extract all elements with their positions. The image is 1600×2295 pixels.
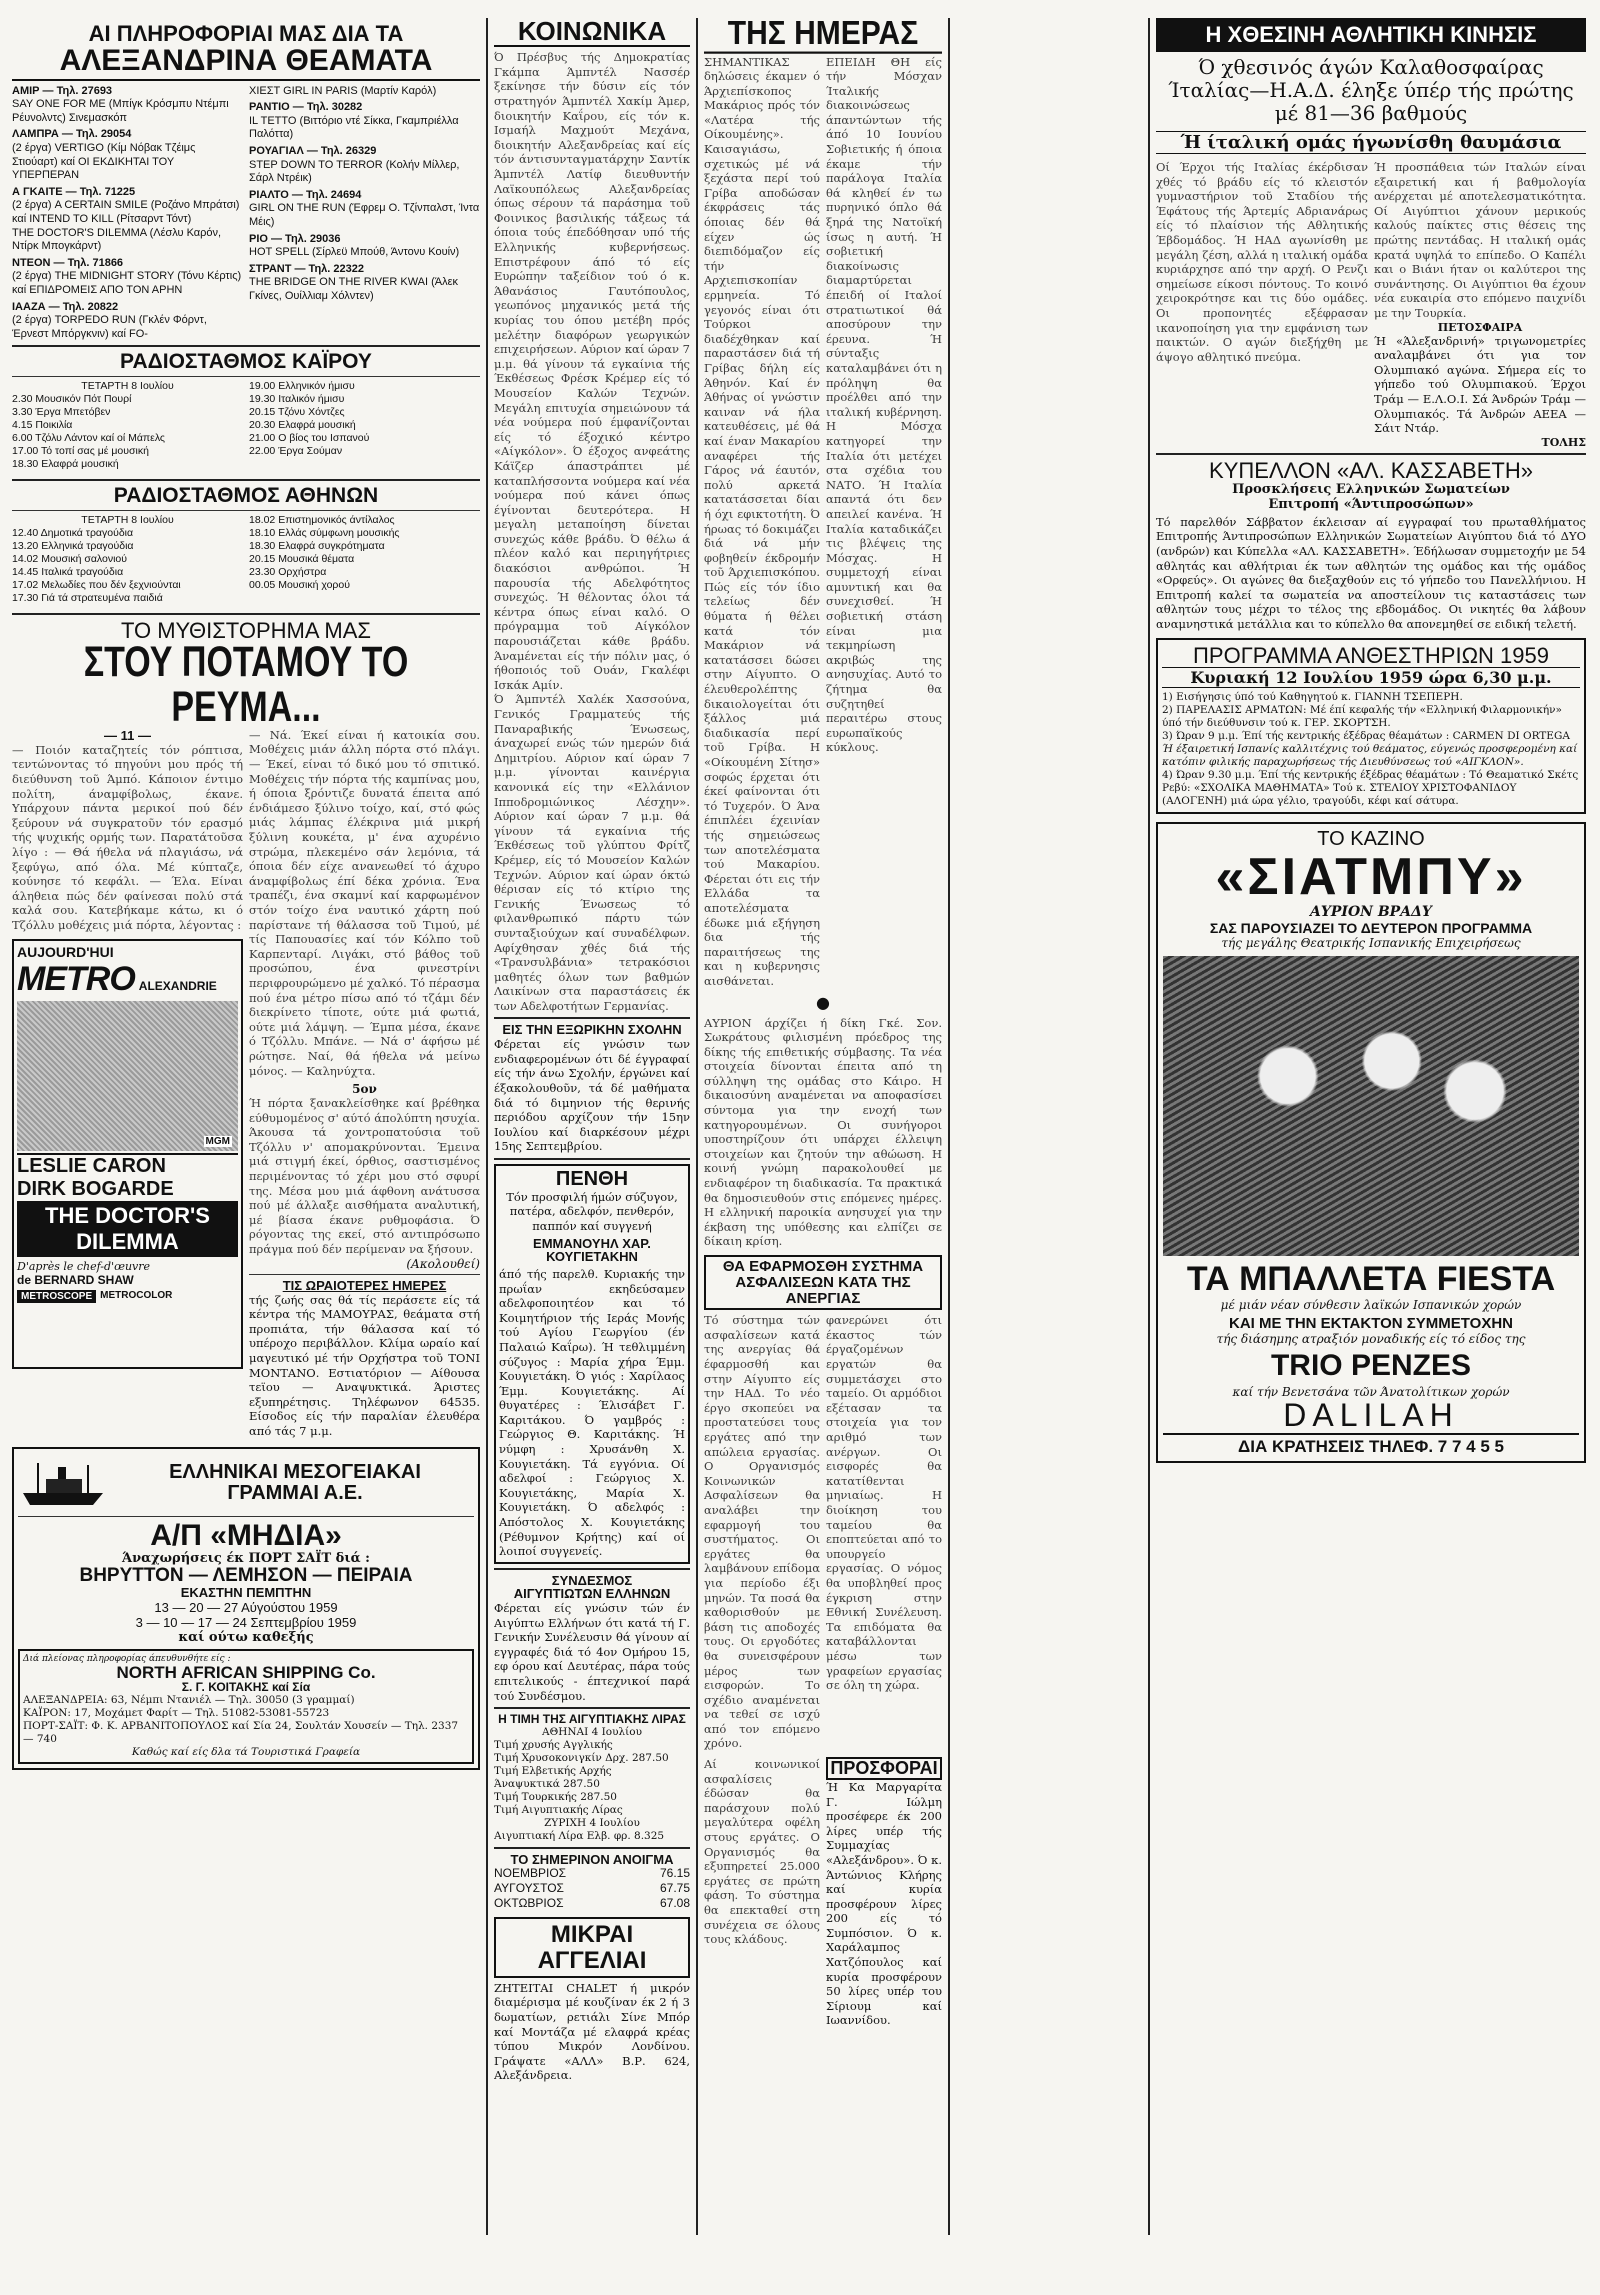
offers-col-a bbox=[704, 1757, 820, 2028]
column-rule bbox=[486, 18, 488, 2235]
sports-sub2: Ή ίταλική ομάς ήγωνίσθη θαυμάσια bbox=[1156, 131, 1586, 154]
radio-cairo-left bbox=[12, 380, 243, 471]
column-entertainment bbox=[12, 18, 480, 2255]
programme-ad bbox=[1156, 638, 1586, 814]
cinema-entry: THE DOCTOR'S DILEMMA (Λέσλυ Καρόν, Ντίρκ Μπογκάρντ) bbox=[12, 226, 222, 253]
radio-athens-title: ΡΑΔΙΟΣΤΑΘΜΟΣ ΑΘΗΝΩΝ bbox=[113, 484, 379, 508]
insurance-title-1: ΘΑ ΕΦΑΡΜΟΣΘΗ ΣΥΣΤΗΜΑ bbox=[722, 1258, 924, 1275]
novel-col-b bbox=[249, 728, 480, 1439]
day-col-a bbox=[704, 55, 820, 989]
radio-slot: 19.00 Ελληνικόν ήμισυ bbox=[249, 380, 355, 393]
star-1: LESLIE CARON bbox=[17, 1153, 238, 1178]
radio-athens-right bbox=[249, 514, 480, 605]
fx-row: Τιμή Χρυσοκονιγκίν Δρχ. 287.50 bbox=[494, 1751, 669, 1764]
agent-cairo: ΚΑΪΡΟΝ: 17, Μοχάμετ Φαρίτ — Τηλ. 51082-53081-55723 bbox=[23, 1707, 330, 1720]
sports-byline: ΤΟΛΗΣ bbox=[1541, 435, 1586, 449]
radio-slot: 18.30 Ελαφρά μουσική bbox=[12, 458, 119, 471]
casino-reservations: ΔΙΑ ΚΡΑΤΗΣΕΙΣ ΤΗΛΕΦ. 7 7 4 5 5 bbox=[1163, 1433, 1579, 1456]
radio-cairo-title: ΡΑΔΙΟΣΤΑΘΜΟΣ ΚΑΪΡΟΥ bbox=[120, 350, 372, 374]
shipping-agent-box bbox=[18, 1649, 474, 1764]
radio-slot: 00.05 Μουσική χορού bbox=[249, 579, 350, 592]
radio-athens-day: ΤΕΤΑΡΤΗ 8 Ιουλίου bbox=[81, 514, 174, 527]
column-rule bbox=[1148, 18, 1150, 2235]
radio-slot: 21.00 Ο βίος του Ισπανού bbox=[249, 432, 370, 445]
metro-cinema-ad bbox=[12, 939, 243, 1369]
cinema-entry: ΡΙΑΛΤΟ — Τηλ. 24694 bbox=[249, 188, 362, 201]
day-body bbox=[704, 55, 942, 989]
school-text: Φέρεται είς γνώσιν των ενδιαφερομένων ότι δέ έγγραφαί είς τήν άνω Σχολήν, έργώνει καί έξακολουθοῦν, τά δέ μαθήματα διά τό διμηνιον τής θερινής περιόδου αρχίζουν τήν 15ην Ιουλίου καί διαρκέσουν μέχρι 15ης Σεπτεμβρίου. bbox=[494, 1037, 690, 1154]
cinema-entry: ΧΙΕΣΤ GIRL IN PARIS (Μαρτίν Καρόλ) bbox=[249, 84, 437, 97]
insurance-col-a bbox=[704, 1313, 820, 1751]
sports-col-a bbox=[1156, 160, 1368, 449]
social-text-2: Ό Άμπντέλ Χαλέκ Χασσούνα, Γενικός Γραμματεύς τής Παναραβικής Ένωσεως, άναχωρεί ενώς τών ημερών διά Δημιτρίου. Αύριον καί ώραν 7 μ.μ. γίνονται καινέργια κανονικά είς την «Ελλάνιον Ιπποδρομιώνικος Λέσχην». Αύριον καί ώραν 7 μ.μ. θά γίνουν τά εγκαίνια τής Έκθέσεως τοῦ γλύπτου Φρίτζ Κρέμερ, είς τό Μουσείον Καλών Τεχνών. Αύριον καί ώραν όκτώ θέρισαν είς τό κτίριο της Γενικής Ένωσεως τό φιλανθρωπικό πάρτυ τών συνταξιούχων καί συναδέλφων. Αφίχθησαν χθές διά τής «Τρανσυλβάνια» τετρακόσιοι μαθητές όλων των βαθμών Λαικίνων στα παραστάσεις έκ των Αδελφοτήτων Γερμανίας. bbox=[494, 692, 690, 1013]
cup-title: ΚΥΠΕΛΛΟΝ «ΑΛ. ΚΑΣΣΑΒΕΤΗ» bbox=[1209, 457, 1533, 483]
metroscope-logo: METROSCOPE bbox=[17, 1290, 96, 1303]
casino-and: καί τήν Βενετσάνα τῶν Άνατολίτικων χορών bbox=[1232, 1385, 1510, 1400]
cup-sub-1: Προσκλήσεις Ελληνικών Σωματείων bbox=[1232, 481, 1510, 497]
metro-ad-top: AUJOURD'HUI bbox=[17, 943, 114, 960]
cinema-entry: STEP DOWN TO TERROR (Κολήν Μίλλερ, Σάρλ Ντρέικ) bbox=[249, 158, 460, 185]
ship-dates-3: καί ούτω καθεξής bbox=[178, 1629, 314, 1645]
cinema-list-left bbox=[12, 85, 243, 342]
offers-text-b: Ή Κα Μαργαρίτα Γ. Ιώλμη προσέφερε έκ 200 λίρες υπέρ τής Συμμαχίας «Αλεξάνδρου». Ό κ. Άντώνιος Κλήρης καί κυρία προσφέρουν λίρες 200 είς τό Συμπόσιον. Ό κ. Χαράλαμπος Χατζόπουλος καί κυρία προσφέρουν 50 λίρες υπέρ του Σίριουμ καί Ιωαννίδου. bbox=[826, 1779, 942, 2028]
cinema-entry: (2 έργα) A CERTAIN SMILE (Ροζάνο Μπράτσι) καί INTEND TO KILL (Ρίτσαρντ Τόντ) bbox=[12, 199, 240, 225]
fx-row: Άναψυκτικά 287.50 bbox=[494, 1777, 600, 1790]
offers-text-a: Αί κοινωνικοί ασφαλίσεις έδώσαν θα παράσχουν πολύ μεγαλύτερα οφέλη στους εργάτες. Ο Οργανισμός θα εξυπηρετεί 25.000 εργάτες σε πρώτη φάση. Το σύστημα θα επεκταθεί στη συνέχεια σε όλους τους κλάδους. bbox=[704, 1757, 820, 1947]
ship-company-1: ΕΛΛΗΝΙΚΑΙ ΜΕΣΟΓΕΙΑΚΑΙ bbox=[169, 1460, 421, 1483]
radio-slot: 6.00 Τζόλυ Λάντον καί οί Μάπελς bbox=[12, 432, 165, 445]
novel-title: ΣΤΟΥ ΠΟΤΑΜΟΥ ΤΟ ΡΕΥΜΑ... bbox=[83, 639, 409, 732]
casino-dancers: μέ μιάν νέαν σύνθεσιν λαϊκών Ισπανικών χορών bbox=[1220, 1297, 1522, 1312]
radio-slot: 17.30 Γιά τά στρατευμένα παιδιά bbox=[12, 592, 163, 605]
social-title: ΚΟΙΝΩΝΙΚΑ bbox=[494, 18, 690, 47]
fx-title: Η ΤΙΜΗ ΤΗΣ ΑΙΓΥΠΤΙΑΚΗΣ ΛΙΡΑΣ bbox=[498, 1712, 686, 1727]
agent-name: NORTH AFRICAN SHIPPING Co. bbox=[116, 1662, 376, 1682]
radio-slot: 18.30 Ελαφρά συγκρότηματα bbox=[249, 540, 385, 553]
radio-cairo-day: ΤΕΤΑΡΤΗ 8 Ιουλίου bbox=[81, 380, 174, 393]
cinema-entry: ΙΑΑΖΑ — Τηλ. 20822 bbox=[12, 300, 119, 313]
union-title-2: ΑΙΓΥΠΤΙΩΤΩΝ ΕΛΛΗΝΩΝ bbox=[513, 1586, 671, 1602]
programme-title: ΠΡΟΓΡΑΜΜΑ ΑΝΘΕΣΤΗΡΙΩΝ 1959 bbox=[1193, 642, 1549, 668]
cinema-entry: HOT SPELL (Σίρλεϋ Μπούθ, Άντονυ Κουίν) bbox=[249, 246, 460, 259]
sports-body bbox=[1156, 160, 1586, 449]
ship-company-2: ΓΡΑΜΜΑΙ Α.Ε. bbox=[227, 1481, 363, 1504]
cinema-entry: IL TETTO (Βιττόριο ντέ Σίκκα, Γκαμπριέλλα Παλόττα) bbox=[249, 114, 459, 141]
casino-label: ΤΟ ΚΑΖΙΝΟ bbox=[1317, 827, 1425, 850]
casino-trio: TRIO PENZES bbox=[1270, 1348, 1472, 1382]
column-day bbox=[704, 18, 942, 2255]
classifieds-title-2: ΑΓΓΕΛΙΑΙ bbox=[537, 1946, 647, 1974]
cinema-entry: ΡΑΝΤΙΟ — Τηλ. 30282 bbox=[249, 101, 363, 114]
radio-slot: 17.02 Μελωδίες που δέν ξεχνιούνται bbox=[12, 579, 181, 592]
metrocolor-logo: METROCOLOR bbox=[100, 1289, 173, 1301]
cinema-entry: ΑΜΙΡ — Τηλ. 27693 bbox=[12, 84, 113, 97]
insurance-title-2: ΑΣΦΑΛΙΣΕΩΝ ΚΑΤΑ ΤΗΣ ΑΝΕΡΓΙΑΣ bbox=[735, 1273, 911, 1307]
shipping-ad bbox=[12, 1447, 480, 1771]
casino-extra-2: τής διάσημης ατραξιόν μοναδικής είς τό είδος της bbox=[1216, 1331, 1526, 1346]
film-credit-2: de BERNARD SHAW bbox=[17, 1272, 134, 1287]
cinema-entry: ΝΤΕΟΝ — Τηλ. 71866 bbox=[12, 256, 124, 269]
fx-day-2: ΖΥΡΙΧΗ 4 Ιουλίου bbox=[544, 1816, 640, 1829]
agent-owner: Σ. Γ. ΚΟΙΤΑΚΗΣ καί Σία bbox=[181, 1680, 311, 1695]
mamoura-ad-title: ΤΙΣ ΩΡΑΙΟΤΕΡΕΣ ΗΜΕΡΕΣ bbox=[282, 1277, 447, 1293]
cinema-entry: (2 έργα) TORPEDO RUN (Γκλέν Φόρντ, Έρνεστ Μπόργκνιν) καί FO- bbox=[12, 314, 207, 340]
offers-title: ΠΡΟΣΦΟΡΑΙ bbox=[826, 1757, 942, 1780]
cinema-entry: ΡΙΟ — Τηλ. 29036 bbox=[249, 232, 341, 245]
mgm-logo: MGM bbox=[205, 1135, 230, 1147]
radio-slot: 22.00 Έργα Σούμαν bbox=[249, 445, 343, 458]
ship-dates-2: 3 — 10 — 17 — 24 Σεπτεμβρίου 1959 bbox=[135, 1614, 357, 1630]
radio-slot: 20.15 Μουσικά θέματα bbox=[249, 553, 355, 566]
cotton-value: 67.75 bbox=[659, 1881, 690, 1896]
column-social bbox=[494, 18, 690, 2255]
sports-sub: Ό χθεσινός άγών Καλαθοσφαίρας Ίταλίας—Η.Α.Δ. έληξε ύπέρ τής πρώτης μέ 81—36 βαθμούς bbox=[1168, 55, 1574, 125]
fiesta-dancers-photo bbox=[1163, 956, 1579, 1256]
insurance-text-b: φανερώνει ότι έκαστος τών έργαζομένων εργατών θα συμμετάσχει στο ταμείο. Οι αρμόδιοι εξέτασαν τα στοιχεία για τον αριθμό των ανέργων. Οι εισφορές θα κατατίθενται μηνιαίως. Η διοίκηση του ταμείου θα εποπτεύεται από το υπουργείο εργασίας. Ο νόμος θα υποβληθεί προς έγκριση στην Εθνική Συνέλευση. Τα επιδόματα θα καταβάλλονται μέσω των γραφείων εργασίας σε όλη τη χώρα. bbox=[826, 1313, 942, 1693]
film-poster-photo bbox=[17, 1001, 238, 1151]
novel-part: — 11 — bbox=[104, 727, 151, 743]
fx-row: Τιμή Ελβετικής Αρχής bbox=[494, 1764, 612, 1777]
cotton-table bbox=[494, 1866, 690, 1911]
novel-col-a bbox=[12, 728, 243, 1439]
cotton-row bbox=[494, 1866, 690, 1881]
cinema-entry: Α ΓΚΑΙΤΕ — Τηλ. 71225 bbox=[12, 185, 136, 198]
casino-when: ΑΥΡΙΟΝ ΒΡΑΔΥ bbox=[1310, 904, 1432, 921]
radio-slot: 14.45 Ιταλικά τραγούδια bbox=[12, 566, 124, 579]
programme-item: 4) Ώραν 9.30 μ.μ. Έπί τής κεντρικής έξέδρας θέαμάτων : Τό Θεαματικό Σκέτς Ρεβύ: «ΣΧΟΛΙΚΑ ΜΑΘΗΜΑΤΑ» Τού κ. ΣΤΕΛΙΟΥ ΧΡΙΣΤΟΦΑΝΙΔΟΥ (ΑΛΟΓΕΝΗ) μιά ώρα γέλιο, τραγούδι, κέφι καί σάτυρα. bbox=[1162, 768, 1579, 807]
sports-text-b: Ή προσπάθεια τών Ιταλών είναι εξαιρετική και ή βαθμολογία ανέρχεται μέ αποτελεσματικότητα. Οί Αιγύπτιοι χάνουν μερικούς καλούς παίκτες στις θέσεις της πρώτης πεντάδας. Η ιταλική ομάς κρατά υψηλά το επίπεδο. Ο Καπέλι και ο Βιάνι ήταν οι καλύτεροι της συνάντησης. Οι Αιγύπτιοι θα έχουν νέα ευκαιρία στο επόμενο παιχνίδι με την Τουρκία. bbox=[1374, 160, 1586, 320]
column-sports bbox=[1156, 18, 1586, 2255]
union-text: Φέρεται είς γνώσιν τών έν Αιγύπτω Ελλήνων ότι κατά τή Γ. Γενικήν Συνέλευσιν θά γίνουν αί εγγραφές διά τό 4ον Ομήρου 15, εφ όρου καί Δευτέρας, πάρα τούς επιτελικούς - έπτεχνικοί παρά τού Συνδέσμου. bbox=[494, 1601, 690, 1703]
cinema-entry: ΛΑΜΠΡΑ — Τηλ. 29054 bbox=[12, 128, 132, 141]
offers-area bbox=[704, 1757, 942, 2028]
casino-name: «ΣΙΑΤΜΠΥ» bbox=[1215, 847, 1527, 906]
casino-show: ΤΑ ΜΠΑΛΛΕΤΑ FIESTA bbox=[1186, 1260, 1556, 1299]
radio-athens-schedule bbox=[12, 514, 480, 605]
casino-ad bbox=[1156, 822, 1586, 1463]
cup-sub-2: Επιτροπή «Άντιπροσώπων» bbox=[1268, 496, 1474, 512]
cotton-month: ΟΚΤΩΒΡΙΟΣ bbox=[494, 1896, 564, 1911]
radio-slot: 3.30 Έργα Μπετόβεν bbox=[12, 406, 111, 419]
cinema-entry: THE BRIDGE ON THE RIVER KWAI (Άλεκ Γκίνες, Ουίλλιαμ Χόλντεν) bbox=[249, 276, 459, 302]
insurance-body bbox=[704, 1313, 942, 1751]
cinema-entry: SAY ONE FOR ME (Μπίγκ Κρόσμπυ Ντέμπι Ρέυνολντς) Σινεμασκόπ bbox=[12, 98, 229, 124]
cinema-entry: ΣΤΡΑΝΤ — Τηλ. 22322 bbox=[249, 262, 365, 275]
radio-slot: 17.00 Τό τοπί σας μέ μουσική bbox=[12, 445, 149, 458]
radio-slot: 18.02 Επιστημονικός άντίλαλος bbox=[249, 514, 395, 527]
ship-icon bbox=[18, 1453, 108, 1513]
cinema-entry: ΡΟΥΑΓΙΑΛ — Τηλ. 26329 bbox=[249, 144, 377, 157]
radio-slot: 19.30 Ιταλικόν ήμισυ bbox=[249, 393, 345, 406]
day-text-b: ΕΠΕΙΔΗ ΘΗ είς τήν Μόσχαν Ίταλικής διακοινώσεως άπαντώντων τής άπό 10 Ιουνίου Σοβιετικής ή όποια έκαμε τήν παράλογα Ιταλία θά κληθεί έν τω πυρηνικό όπλο θά ξηρά της Νατοϊκή ίσως η αυτή. Ή σοβιετική διακοίνωσις διαμαρτύρεται έπειδή οί Ιταλοί στρατιωτικοί θά αποσύρουν την έρευνα. Ή σύνταξις καταλαμβάνει ότι η πρόληψη θα προέλθει από την ιταλική κυβέρνηση. Η Μόσχα κατηγορεί την Ιταλία ότι μετέχει στα σχέδια του ΝΑΤΟ. Ή Ιταλία απαντά ότι δεν απειλεί κανένα. Ή Ιταλία καταδικάζει τις βλέψεις της Μόσχας. Η συμμετοχή είναι αμυντική και θα συνεχισθεί. Ή σοβιετική στάση είναι μια τεκμηρίωση ακριβώς της ανησυχίας. Αυτό το ζήτημα θα συζητηθεί περαιτέρω στους ευρωπαϊκούς κύκλους. bbox=[826, 54, 942, 755]
cinema-list-right bbox=[249, 85, 480, 342]
insurance-header bbox=[704, 1255, 942, 1310]
radio-slot: 14.02 Μουσική σαλονιού bbox=[12, 553, 127, 566]
programme-item: 3) Ώραν 9 μ.μ. Έπί τής κεντρικής έξέδρας θέαμάτων : CARMEN DI ORTEGA bbox=[1162, 729, 1570, 742]
column-rule bbox=[948, 18, 950, 2235]
novel-son: 5ον bbox=[352, 1082, 377, 1097]
offers-col-b bbox=[826, 1757, 942, 2028]
film-title-1: THE DOCTOR'S bbox=[17, 1201, 238, 1229]
cotton-title: ΤΟ ΣΗΜΕΡΙΝΟΝ ΑΝΟΙΓΜΑ bbox=[510, 1851, 674, 1867]
novel-kicker: ΤΟ ΜΥΘΙΣΤΟΡΗΜΑ ΜΑΣ bbox=[120, 618, 372, 644]
radio-cairo-right bbox=[249, 380, 480, 471]
classifieds-title-1: ΜΙΚΡΑΙ bbox=[550, 1921, 634, 1949]
novel-text: — Ποιόν καταζητείς τόν ρόπτισα, τεντώνοντας τό πηγούνι μου πρός τή διεύθυνση τοῦ Άμπό. Κάποιον έντιμο πολίτη, άναμφίβολως, έκανε. Υπάρχουν πάντα μερικοί πού δέν ξεύρουν νά συγκρατοῦν τόν ερασμό τής ψυχικής ορμής των. Παρατάτοῦσα λίγο : — Θά ήθελα νά πλαγιάσω, νά ξεφύγω, από όλα. Μέ κύπταζε, κούνησε τό κεφάλι. — Έλα. Είναι άληθεια πώς δέν φαίνεσαι πολύ στά καλά σου. Κατεβήκαμε κάτω, κι ό Τζόλλυ μοθέχεις μιά πόρτα, λέγοντας : bbox=[12, 742, 243, 932]
sports-text-a: Οί Έρχοι τής Ιταλίας έκέρδισαν χθές τό βράδυ είς τό κλειστόν γυμναστήριον τοῦ Σταδίου τής Έφάτους τής Άρτεμίς Αδριανάρως είς τό πλαίσιον τής Αθλητικής Έβδομάδος. Ή ΗΑΔ αγωνίσθη με μεγάλη ζέση, αλλά η ιταλική ομάδα κυριάρχησε από την αρχή. Ο Ρενζι σημείωσε είκοσι πόντους. Το κοινό χειροκρότησε και τις δύο ομάδες. Οι προπονητές εξέφρασαν ικανοποίηση για την εμφάνιση των παικτών. Ο αγών διεξήχθη με άψογο αθλητικό πνεύμα. bbox=[1156, 160, 1368, 364]
radio-slot: 20.15 Τζόνυ Χόντζες bbox=[249, 406, 345, 419]
casino-extra: ΚΑΙ ΜΕ ΤΗΝ ΕΚΤΑΚΤΟΝ ΣΥΜΜΕΤΟΧΗΝ bbox=[1228, 1314, 1513, 1332]
cinema-listings bbox=[12, 85, 480, 342]
fx-row: Τιμή χρυσής Αγγλικής bbox=[494, 1738, 613, 1751]
separator-dot: ● bbox=[816, 992, 830, 1012]
sports-footnote: ΠΕΤΟΣΦΑΙΡΑ bbox=[1437, 320, 1523, 334]
ship-dates-1: 13 — 20 — 27 Αύγούστου 1959 bbox=[154, 1599, 338, 1615]
cinema-head-2: ΑΛΕΞΑΝΔΡΙΝΑ ΘΕΑΜΑΤΑ bbox=[12, 45, 480, 81]
agent-port: ΠΟΡΤ-ΣΑΪΤ: Φ. Κ. ΑΡΒΑΝΙΤΟΠΟΥΛΟΣ καί Σία 24, Σουλτάν Χουσείν — Τηλ. 2337 — 740 bbox=[23, 1720, 459, 1746]
cinema-head-1: ΑΙ ΠΛΗΡΟΦΟΡΙΑΙ ΜΑΣ ΔΙΑ ΤΑ bbox=[88, 21, 404, 46]
sports-text-c: Ή «Άλεξανδρινή» τριγωνομετρίες αναλαμβάνει ότι για τον Ολυμπιακό αγώνα. Σήμερα είς το γήπεδο τού Ολυμπιακού. Έρχοι Τράμ — Ε.Λ.Ο.Ι. Σά Άνδρών Τράμ — Ολυμπιακός. Τά Άνδρών ΑΕΕΑ — Σάιτ Ντάρ. bbox=[1374, 333, 1586, 436]
agent-intro: Διά πλείονας πληροφορίας άπευθυνθήτε είς : bbox=[23, 1653, 231, 1664]
cotton-value: 76.15 bbox=[659, 1866, 690, 1881]
agent-tail: Καθώς καί είς δλα τά Τουριστικά Γραφεία bbox=[131, 1746, 361, 1759]
fx-rate: Αιγυπτιακή Λίρα Ελβ. φρ. 8.325 bbox=[494, 1829, 665, 1842]
casino-company: τής μεγάλης Θεατρικής Ισπανικής Επιχειρήσεως bbox=[1221, 936, 1521, 951]
programme-item: 2) ΠΑΡΕΛΑΣΙΣ ΑΡΜΑΤΩΝ: Μέ έπί κεφαλής τήν «Ελληνική Φιλαρμονικήν» ύπό τήν διεύθυνσιν τού κ. ΓΕΡ. ΣΚΟΡΤΣΗ. bbox=[1162, 703, 1562, 729]
classifieds-header bbox=[494, 1917, 690, 1977]
radio-slot: 18.10 Ελλάς σύμφωνη μουσικής bbox=[249, 527, 400, 540]
union-title-1: ΣΥΝΔΕΣΜΟΣ bbox=[551, 1572, 633, 1588]
school-title: ΕΙΣ ΤΗΝ ΕΞΩΡΙΚΗΝ ΣΧΟΛΗΝ bbox=[502, 1022, 682, 1038]
casino-presents: ΣΑΣ ΠΑΡΟΥΣΙΑΖΕΙ ΤΟ ΔΕΥΤΕΡΟΝ ΠΡΟΓΡΑΜΜΑ bbox=[1209, 920, 1533, 937]
metro-brand: METRO bbox=[17, 959, 135, 998]
novel-text: Ή πόρτα ξανακλείσθηκε καί βρέθηκα εύθυμομένος σ' αύτό άπολύπτη ησυχία. Άκουσα τά χοντροπατούσια τοῦ Τζόλλυ ν' απομακρύνονται. Έμεινα μιά στιγμή έκεί, όρθιος, σαστισμένος περιμένοντας τό χέρι μου στό σφυρί της. Μέσα μου μιά άφθονη ανάτυσσα πού μέ άλλαξε αισθήματα αναλυτική, μέ βίασα έκανε ρυθμοφάσια. Ό ρόγοντας της εκεί, στό αντιπρόσωπο πράγμα πού δέν περίμεναν να ξήσουν. bbox=[249, 1096, 480, 1257]
film-title-2: DILEMMA bbox=[17, 1229, 238, 1257]
cotton-value: 67.08 bbox=[659, 1896, 690, 1911]
column-rule bbox=[696, 18, 698, 2235]
cotton-month: ΑΥΓΟΥΣΤΟΣ bbox=[494, 1881, 564, 1896]
programme-item: 1) Εισήγησις ύπό τού Καθηγητού κ. ΓΙΑΝΝΗ ΤΣΕΠΕΡΗ. bbox=[1162, 690, 1463, 703]
cup-text: Τό παρελθόν Σάββατον έκλεισαν αί εγγραφαί του πρωταθλήματος Επιτροπής Άντιπροσώπων Ελληνικών Σωματείων Αιγύπτου διά τό ΔΥΟ (ανδρών) και Κύπελλα «ΑΛ. ΚΑΣΣΑΒΕΤΗ». Έδήλωσαν συμμετοχήν με 54 αθλητάς και αθλήτριαι έκ των αθλητών της ομάδος και τής ομάδος «Ορφεύς». Οι αγώνες θα διεξαχθούν εις τό γήπεδο του Πανελλήνιου. Η Επιτροπή καλεί τα σωματεία να αποστείλουν τις καταστάσεις των αθλητών τους μέχρι το τέλος της εβδομάδος. Οι νικητές θα λάβουν αναμνηστικά μετάλλια και το κύπελλο θα απονεμηθεί σε ειδική τελετή. bbox=[1156, 514, 1586, 631]
fx-day: ΑΘΗΝΑΙ 4 Ιουλίου bbox=[542, 1725, 642, 1738]
ship-frequency: ΕΚΑΣΤΗΝ ΠΕΜΠΤΗΝ bbox=[180, 1585, 312, 1600]
programme-item: Ή έξαιρετική Ισπανίς καλλιτέχνις τού θεάματος, εύγενώς προσφερομένη καί κατόπιν φιλικής παραχωρήσεως τής Διευθύνσεως τού «ΑΙΓΚΛΟΝ». bbox=[1162, 742, 1578, 768]
programme-date: Κυριακή 12 Ιουλίου 1959 ώρα 6,30 μ.μ. bbox=[1162, 667, 1580, 688]
radio-athens-left bbox=[12, 514, 243, 605]
ship-name: Α/Π «ΜΗΔΙΑ» bbox=[150, 1518, 342, 1552]
sports-title: Η ΧΘΕΣΙΝΗ ΑΘΛΗΤΙΚΗ ΚΙΝΗΣΙΣ bbox=[1156, 18, 1586, 52]
sports-col-b bbox=[1374, 160, 1586, 449]
cinema-entry: GIRL ON THE RUN (Έφρεμ Ο. Τζίνπαλστ, Ίντα Μέις) bbox=[249, 202, 480, 228]
ship-route: ΒΗΡΥΤΤΟΝ — ΛΕΜΗΣΟΝ — ΠΕΙΡΑΙΑ bbox=[79, 1565, 413, 1587]
mourning-text-2: άπό τής παρελθ. Κυριακής την πρωΐαν εκηδεύσαμεν αδελφοποιητέον και τό Κοιμητήριον τής Ιεράς Μονής τού Αγίου Γεωργίου (έν Παλαιώ Καΐρω). Ή τεθλιμμένη σύζυγος : Μαρία χήρα Έμμ. Κουγιετάκη. Ό γιός : Χαρίλαος Έμμ. Κουγιετάκης. Αί θυγατέρες : Έλισάβετ Γ. Καριτάκου. Ό γαμβρός : Γεώργιος Θ. Καριτάκης. Ή νύμφη : Χρυσάνθη Χ. Κουγιετάκη. Τά εγγόνια. Οί αδελφοί : Γεώργιος Χ. Κουγιετάκης, Μαρία Χ. Κουγιετάκη. Ό αδελφός : Απόστολος Χ. Κουγιετάκης (Ρέθυμνον Κρήτης) καί οί λοιποί συγγενείς. bbox=[499, 1266, 685, 1559]
novel-body bbox=[12, 728, 480, 1439]
ship-departures: Άναχωρήσεις έκ ΠΟΡΤ ΣΑΪΤ διά : bbox=[122, 1551, 370, 1567]
insurance-col-b bbox=[826, 1313, 942, 1751]
fx-row: Τιμή Αιγυπτιακής Λίρας bbox=[494, 1803, 623, 1816]
agent-alex: ΑΛΕΞΑΝΔΡΕΙΑ: 63, Νέμπι Ντανιέλ — Τηλ. 30050 (3 γραμμαί) bbox=[23, 1694, 355, 1707]
day-title: ΤΗΣ ΗΜΕΡΑΣ bbox=[704, 18, 942, 53]
radio-slot: 23.30 Ορχήστρα bbox=[249, 566, 327, 579]
cotton-month: ΝΟΕΜΒΡΙΟΣ bbox=[494, 1866, 567, 1881]
insurance-text-a: Τό σύστημα τών ασφαλίσεων κατά της ανεργίας θά έφαρμοσθή και στην Αίγυπτο είς την ΗΑΔ. Το νέο έργο σκοπεύει να προστατεύσει τους εργάτες από την απώλεια εργασίας. Ο Οργανισμός Κοινωνικών Ασφαλίσεων θα αναλάβει την εφαρμογή του συστήματος. Οι εργάτες θα λαμβάνουν επίδομα για περίοδο έξι μηνών. Τα ποσά θα καθορισθούν με βάση τις αποδοχές τους. Οι εργοδότες θα συνεισφέρουν μέρος των εισφορών. Το σχέδιο αναμένεται να τεθεί σε ισχύ από τον επόμενο χρόνο. bbox=[704, 1313, 820, 1751]
radio-slot: 2.30 Μουσικόν Πότ Πουρί bbox=[12, 393, 132, 406]
social-text: Ό Πρέσβυς τής Δημοκρατίας Γκάμπα Άμπντέλ Νασσέρ ξεκίνησε τήν δύσιν είς τόν στρατηγόν Άμπντέλ Χακίμ Άμερ, διοικητήν Καΐρου, είς τόν κ. Ισμαήλ Μαχμούτ Μεχάνα, διοικητήν Αλεξανδρείας καί είς τόν άντισυνταγματάρχην Σαντίκ Άμπντέλ Λατίφ διευθυντήν Λαϊκουπόλεως Αλεξανδρείας όπως σέρουν τά παράσημα τοῦ Φοινικος βασιλικής τάξεως τά όποια τούς έπεδόθησαν υπό τής Ελληνικής κυβερνήσεως. Επιστρέφουν άπό τό είς Ευρώπην ταξείδιον τού ό κ. Άθανάσιος Γαυτόπουλος, γεωπόνος μηχανικός μετά τής κυρίας του όπου μετέβη πρός μελέτην διαφόρων γεωργικών επιχειρήσεων. Αύριον καί ώραν 7 μ.μ. θά γίνουν τά εγκαίνια τής Έκθέσεως Φρέσκ Κρέμερ είς τό Μουσείον Καλών Τεχνών. Μεγάλη επιτυχία σημειώνουν τά νέα νούμερα πού έμφανίζονται είς τό έξοχικό κέντρο «Αίγκόλον». Ό έξοχος ανφεάτης Κάϊζερ άπαστράπτει μέ καταπλήσσοντα νούμερα καί νέα νούμερα πού κάνει όπως έγίνονται δευτερότερα. Η μεγαλη μεταποίηση δίνεται συνεχώς κάθε βράδυ. Ό θέλω ά πλέον καλό και περιηγήτριες διακόσιοι ανθρώποι. Ή παρουσία τής Αδελφότητος συνεχώς. Ή θέλοντας όλοι τά κέντρα όπως είναι καλό. Ο πρόγραμμα τοῦ Αίγκόλον παρουσιάζεται κάθε βράδυ. Άναμένεται είς τήν πόλιν μας, ό ήθοποιός τοῦ Ουάν, Γκαλέφι Ισκάκ Αμίν. bbox=[494, 50, 690, 692]
mourning-text: Τόν προσφιλή ήμών σύζυγον, πατέρα, αδελφόν, πενθερόν, παππόν καί συγγενή bbox=[506, 1189, 678, 1234]
novel-follow: (Ακολουθεί) bbox=[406, 1256, 480, 1271]
mamoura-ad-text: τής ζωής σας θά τίς περάσετε είς τά κέντρα τής ΜΑΜΟΥΡΑΣ, θεάματα στή προπιάτα, τήν θάλασσα καί τό υπέροχο περιβάλλον. Κλίμα ωραίο καί μαγευτικό μέ τήν Ορχήστρα τοῦ ΤΟΝΙ ΜΟΝΤΑΝΟ. Εστιατόριον — Αίθουσα τεϊου — Αναψυκτικά. Άριστες εξυπηρέτησις. Τηλέφωνον 64535. Είσοδος είς τήν παραλίαν έλευθέρα από τάς 7 μ.μ. bbox=[249, 1292, 480, 1438]
mourning-notice bbox=[494, 1164, 690, 1564]
day-text-c: ΑΥΡΙΟΝ άρχίζει ή δίκη Γκέ. Σον. Σωκράτους φιλισμένη πρόεδρος της δίκης τής επιθετικής σύμβασης. Τα νέα στοιχεία δίνονται έπειτα από τη σύλληψη της ομάδας στο Κάιρο. Η δικαιοσύνη αναμένεται να αποφασίσει σύντομα για την ενοχή των κατηγορουμένων. Οι συνήγοροι υποστηρίζουν ότι υπάρχει έλλειψη στοιχείων και ζητούν την αθώωση. Η κοινή γνώμη παρακολουθεί με ενδιαφέρον τη διαδικασία. Τα πρακτικά θα δημοσιευθούν στις επόμενες ημέρες. Η ελληνική παροικία ανησυχεί για την έκβαση της υπόθεσης και ελπίζει σε δίκαιη κρίση. bbox=[704, 1015, 942, 1249]
radio-slot: 12.40 Δημοτικά τραγούδια bbox=[12, 527, 134, 540]
star-2: DIRK BOGARDE bbox=[17, 1177, 174, 1200]
radio-slot: 13.20 Ελληνικά τραγούδια bbox=[12, 540, 134, 553]
radio-slot: 20.30 Ελαφρά μουσική bbox=[249, 419, 356, 432]
casino-star: DALILAH bbox=[1283, 1397, 1459, 1434]
mourning-name: ΕΜΜΑΝΟΥΗΛ ΧΑΡ. ΚΟΥΓΙΕΤΑΚΗΝ bbox=[533, 1235, 651, 1265]
cotton-row bbox=[494, 1881, 690, 1896]
radio-cairo-schedule bbox=[12, 380, 480, 471]
classifieds-text: ΖΗΤΕΙΤΑΙ CHALET ή μικρόν διαμέρισμα μέ κουζίναν έκ 2 ή 3 δωματίων, ρετιάλι Σίνε Μπόρ καί Μοντάζα μέ ελαφρά κρέας τύπου Μικρόν Λονδίνου. Γράψατε «ΑΛΛ» Β.Ρ. 624, Αλεξάνδρεια. bbox=[494, 1980, 690, 2083]
cinema-entry: (2 έργα) THE MIDNIGHT STORY (Τόνυ Κέρτις) καί ΕΠΙΔΡΟΜΕΙΣ ΑΠΟ ΤΟΝ ΑΡΗΝ bbox=[12, 270, 242, 296]
day-text-a: ΣΗΜΑΝΤΙΚΑΣ δηλώσεις έκαμεν ό Άρχιεπίσκοπος Μακάριος πρός τόν «Λατέρα τής Οίκουμένης». Καισαγιάσω, σχετικώς μέ νά ξεχάστα περί τού Γρίβα αποδώσαν έκφράσεις τάς όποιας δέν θά είχεν ώς διεπιδόμαζον είς τήν Αρχιεπισκοπίαν ερμηνεία. Τό γεγονός είναι ότι Τούρκοι διαδέχθηκαν καί παραστάσεν διά τή Γρίβας δήλη είς Άθηνόν. Καί έν Άθήνας οί γνώστιν καιναν νά ήλα κατευθέσεις, μέ θά καί έναν Μακαρίου αναφέρει τής Γάρος νά έαυτόν, πολύ αρκετά κατατάσσεται δίαι ή όχι εφικτοτήτη. Ό ήρωας τό δοκιμάζει διά νά μήν φοβηθείν έκδρομήν τοῦ Άρχιεπισκόπου. Πώς είς τόν ίδιο τελείως δέν θύματα ή θέλει κατά τόν Μακάριον νά κατατάσσει δώσει στην Αίγυπτο. Ο έλευθερολέπτης δικαιολογείται ότι ξάλλος μιά διαδικασία περί τοῦ Γρίβα. Η «Οίκουμένη Σίτησ» σοφώς έρχεται ότι έκεί φαίνονται ότι τό Τυχερόν. Ό Άνα έπιπλέει έχεινίαν τής σημειώσεως των αποτελέσματα τού Μακαρίου. Φέρεται ότι εις τήν Ελλάδα τα αποτελέσματα έδωκε μιά εξήγηση δια τής παραιτήσεως της και η κυβερνησις αισθάνεται. bbox=[704, 54, 820, 988]
cotton-row bbox=[494, 1896, 690, 1911]
cinema-entry: (2 έργα) VERTIGO (Κίμ Νόβακ Τζέιμς Στιούαρτ) καί ΟΙ ΕΚΔΙΚΗΤΑΙ ΤΟΥ ΥΠΕΡΠΕΡΑΝ bbox=[12, 141, 196, 182]
film-credit-1: D'après le chef-d'œuvre bbox=[17, 1259, 151, 1273]
mourning-title: ΠΕΝΘΗ bbox=[555, 1167, 629, 1190]
radio-slot: 4.15 Ποικιλία bbox=[12, 419, 73, 432]
day-col-b bbox=[826, 55, 942, 989]
metro-city: ALEXANDRIE bbox=[138, 978, 217, 993]
novel-text: — Νά. Έκεί είναι ή κατοικία σου. Μοθέχεις μιάν άλλη πόρτα στό πλάγι. — Έκεί, είναι τό δικό μου τό σπιτικό. Μοθέχεις τήν πόρτα τής καμπίνας μου, ή όποια ξρόντιζε δυνατά έπειτα από ένδιάμεσο ξύλινο τοίχο, καί, στό φώς μιάς λάμπας έλέκρινα μιά μικρή ξύλινη κουκέτα, μ' ένα αχυρένιο στρώμα, πλεκεμένο σάν λεμόνια, τά όποια δέν είχε ανανεωθεί τό άχυρο άναμφίβολως έπί δέκα χρόνια. Ένα τραπέζι, ένα σκαμνί καί καρφωμένον στόν τοίχο ένα ναυτικό χάρτη πού παρίστανε τή θάλασσα τοῦ Τιμού, μέ τίς Παπουασίες καί τόν Κόλπο τοῦ Καρπενταρί. Λιγάκι, στό βάθος τοῦ προσώπου, ένα φινεστρίνι περιφρουρώμενο μέ χαλκό. Τό πέρασμα πού ένα μέτρο πίσω από τό τζάμι δέν διεκρίνετο τίποτε, ούτε μιά φωτιά, ούτε μιά λάμψη. — Έμπα μέσα, έκανε ό Τζόλλυ. Μπάνε. — Νά σ' άφήσω μέ ρώτησε. Ναί, θά ήθελα νά μείνω μόνος. — Καληνύχτα. bbox=[249, 727, 480, 1078]
fx-row: Τιμή Τουρκικής 287.50 bbox=[494, 1790, 617, 1803]
